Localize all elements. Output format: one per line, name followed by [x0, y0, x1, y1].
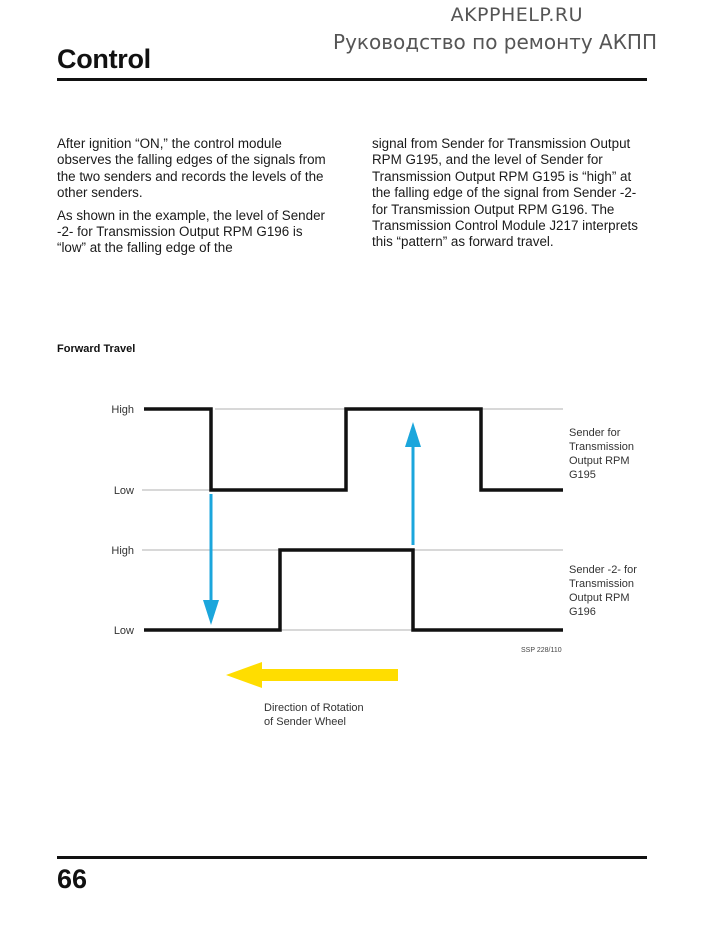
watermark-site: AKPPHELP.RU	[450, 4, 583, 26]
watermark-subtitle: Руководство по ремонту АКПП	[333, 30, 657, 54]
footer-rule	[57, 856, 647, 859]
figure-code: SSP 228/110	[521, 647, 562, 654]
g195-name-line: Transmission	[569, 441, 634, 453]
paragraph: As shown in the example, the level of Sender -2- for Transmission Output RPM G196 is “low” at the falling edge of the	[57, 207, 325, 256]
blue-arrow-down	[203, 494, 219, 625]
direction-label-line: Direction of Rotation	[264, 702, 364, 714]
direction-arrow	[226, 662, 398, 688]
direction-label-line: of Sender Wheel	[264, 716, 346, 728]
waveform-g196	[144, 550, 563, 630]
page-number: 66	[57, 864, 88, 894]
guide-lines	[142, 409, 563, 630]
g196-name-line: Sender -2- for	[569, 564, 637, 576]
g195-high-label: High	[111, 404, 134, 416]
g195-name-line: Output RPM	[569, 455, 630, 467]
page-title: Control	[57, 44, 151, 74]
g195-name-line: G195	[569, 469, 596, 481]
figure-title: Forward Travel	[57, 343, 136, 355]
g195-low-label: Low	[113, 485, 134, 497]
g196-high-label: High	[111, 545, 134, 557]
paragraph: After ignition “ON,” the control module observes the falling edges of the signals from the two senders and records the levels of the other senders.	[57, 136, 326, 201]
g196-name-line: G196	[569, 606, 596, 618]
g196-low-label: Low	[113, 625, 134, 637]
g195-name-line: Sender for	[569, 427, 621, 439]
paragraph: signal from Sender for Transmission Output RPM G195, and the level of Sender for Transmission Output RPM G195 is “high” at the falling edge of the signal from Sender -2- for Transmission Output RPM G196. The Transmission Control Module J217 interprets this “pattern” as forward travel.	[372, 136, 638, 250]
blue-arrow-up	[405, 422, 421, 545]
g196-name-line: Output RPM	[569, 592, 630, 604]
waveform-g195	[144, 409, 563, 490]
g196-name-line: Transmission	[569, 578, 634, 590]
